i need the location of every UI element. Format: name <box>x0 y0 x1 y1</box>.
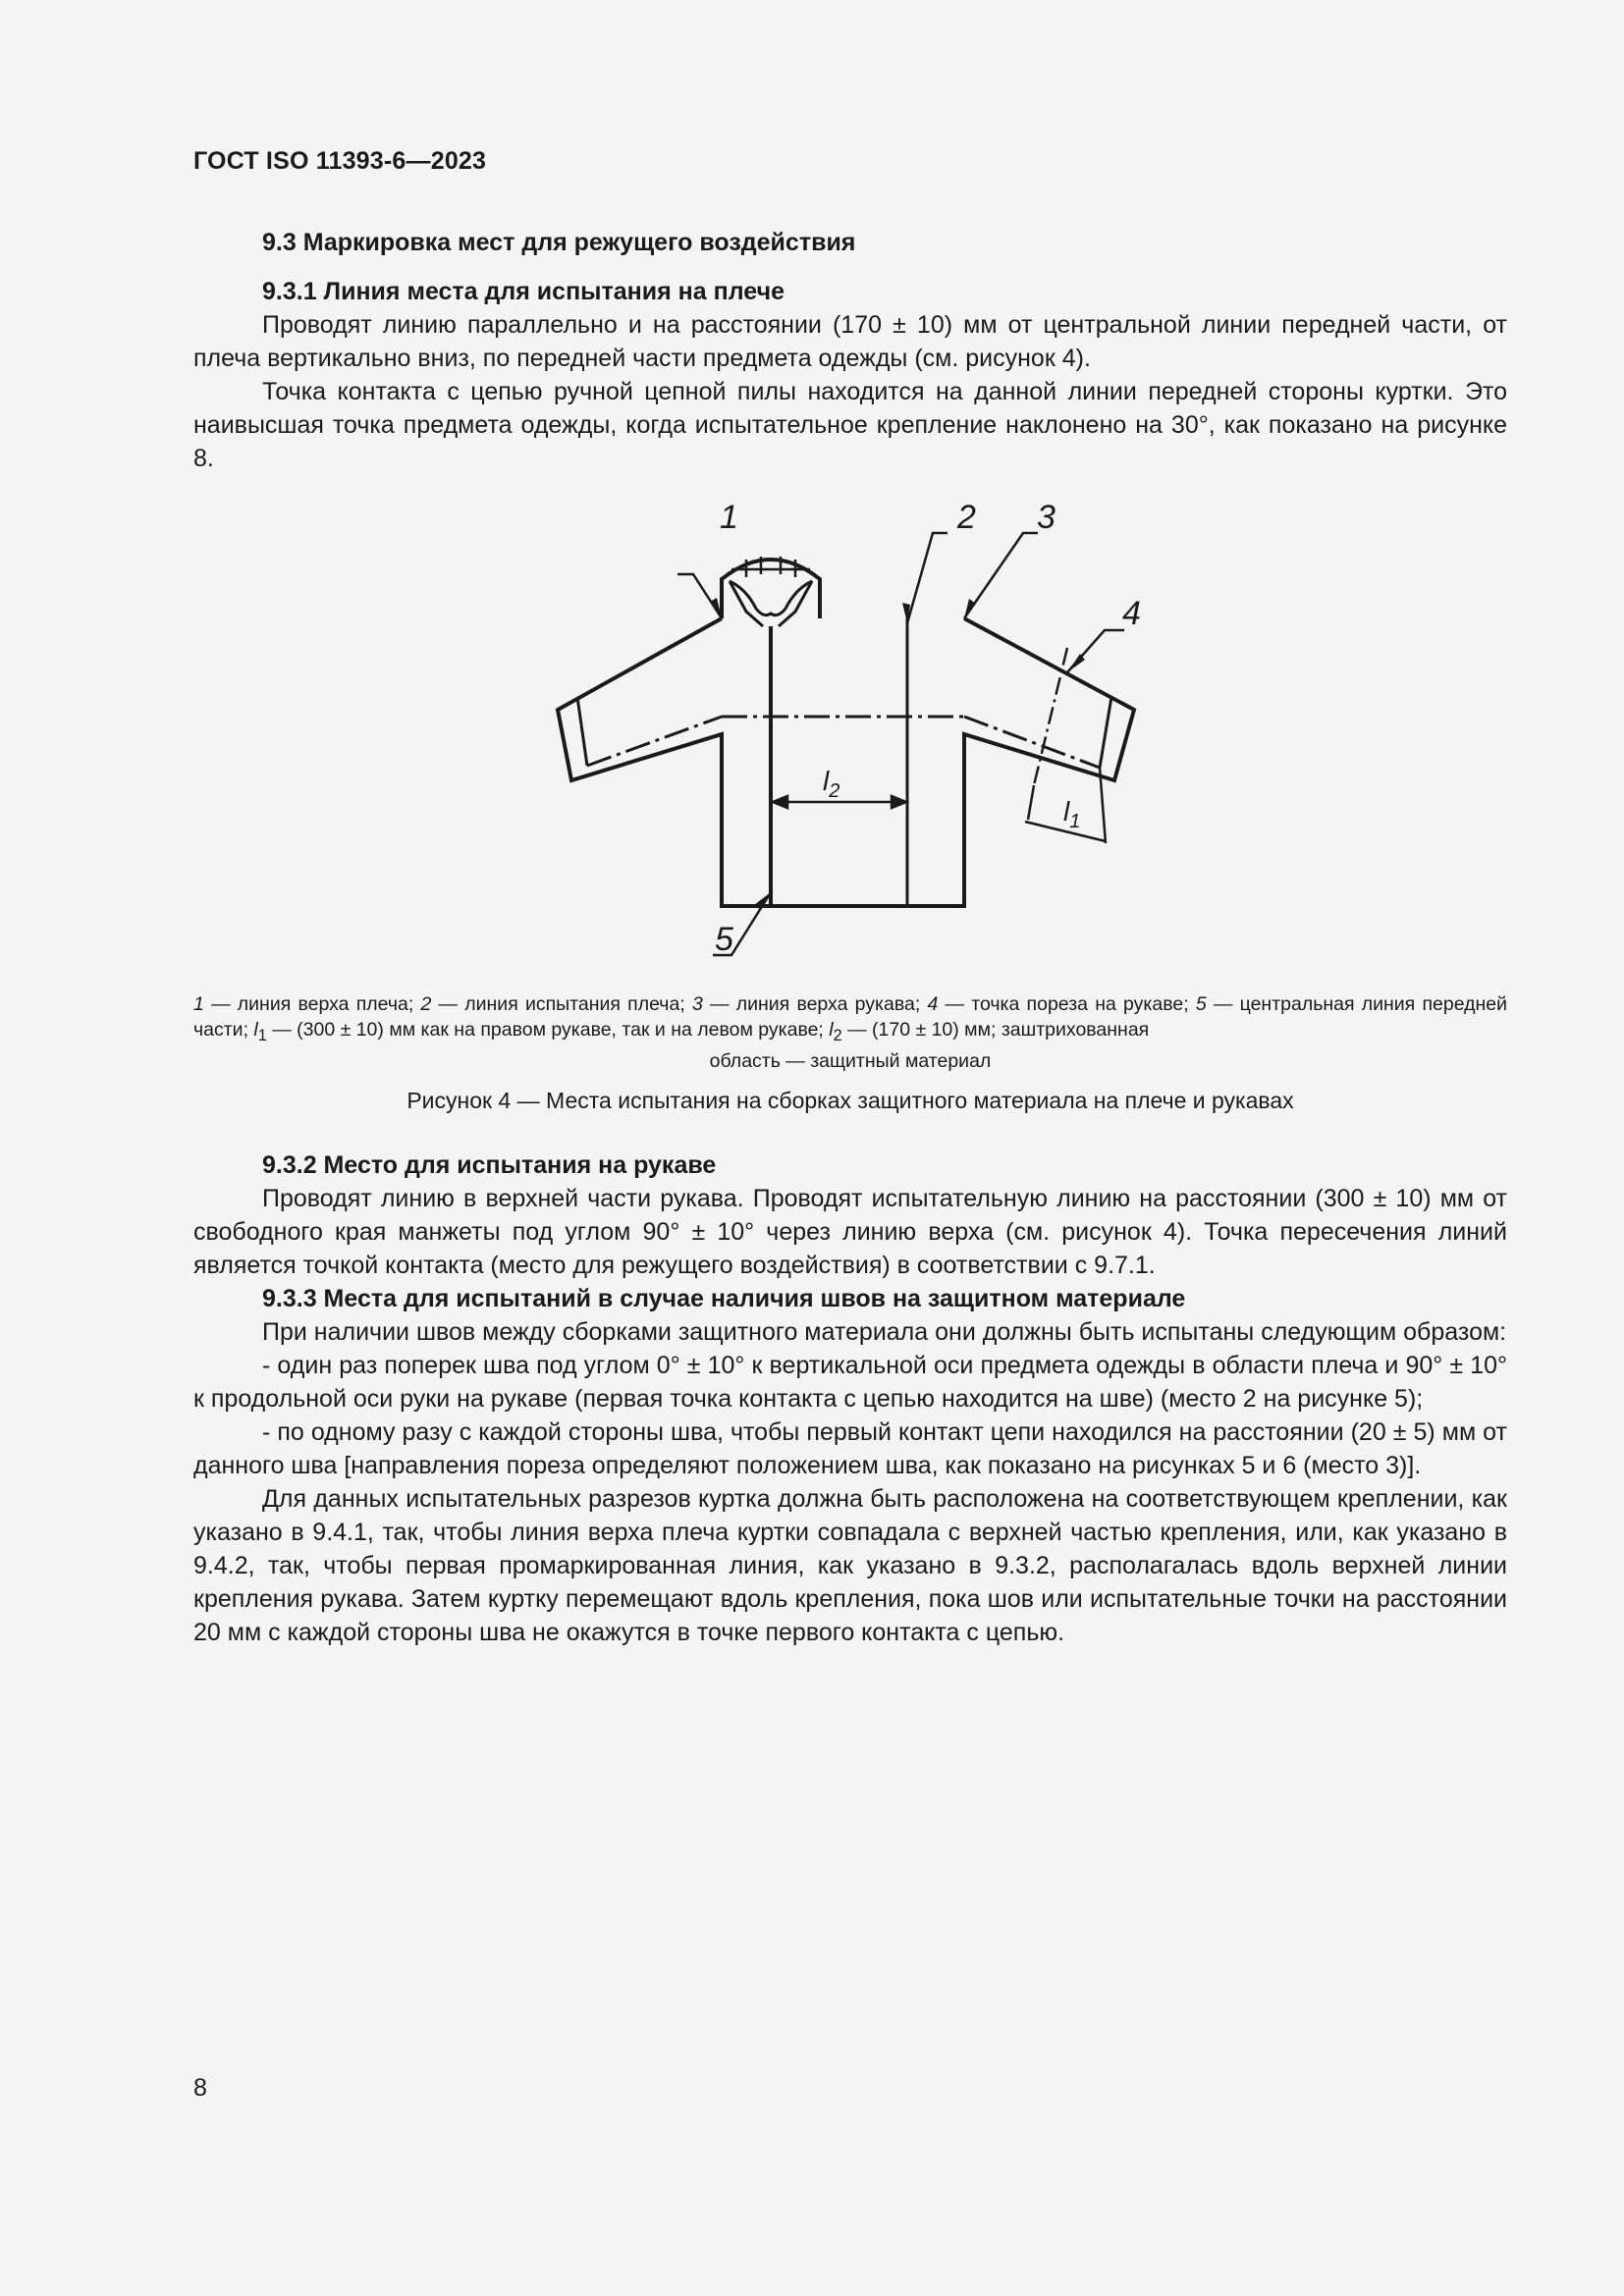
section-9-3-1-paragraph-2: Точка контакта с цепью ручной цепной пилы находится на данной линии передней стороны куртки. Это наивысшая точка предмета одежды, когда испытательное крепление наклонено на 30°, как показано на рисунке 8. <box>193 378 1507 472</box>
page-number: 8 <box>193 2074 207 2102</box>
section-9-3-3-paragraph-3: - по одному разу с каждой стороны шва, чтобы первый контакт цепи находился на расстоянии (20 ± 5) мм от данного шва [направления пореза определяют положением шва, как показано на рисунках 5 и 6 (место 3)]. <box>193 1418 1507 1479</box>
dim-l2-label: $l_2$ <box>823 766 840 802</box>
callout-4: 4 <box>1122 595 1141 632</box>
collar-lapel <box>730 581 812 615</box>
legend-text: 1 — линия верха плеча; 2 — линия испытания плеча; 3 — линия верха рукава; 4 — точка пореза на рукаве; 5 — центральная линия передней части; $l_1$ — (300 ± 10) мм как на правом рукаве, так и на левом рукаве; $l_2$ — (170 ± 10) мм; заштрихованная <box>193 993 1507 1044</box>
callout-2: 2 <box>957 499 976 536</box>
document-header: ГОСТ ISO 11393-6—2023 <box>193 147 487 175</box>
leader-1 <box>677 574 722 618</box>
section-9-3-2-3-block <box>193 1148 1507 1649</box>
figure-caption: Рисунок 4 — Места испытания на сборках защитного материала на плече и рукавах <box>406 1088 1294 1113</box>
legend-last-line: область — защитный материал <box>709 1049 992 1072</box>
section-9-3-3-title: 9.3.3 Места для испытаний в случае наличия швов на защитном материале <box>262 1285 1186 1312</box>
right-cuff-line <box>1100 697 1111 768</box>
callout-5: 5 <box>715 921 733 958</box>
callout-1: 1 <box>720 499 738 536</box>
section-9-3-1-paragraph-1: Проводят линию параллельно и на расстоянии (170 ± 10) мм от центральной линии передней части, от плеча вертикально вниз, по передней части предмета одежды (см. рисунок 4). <box>193 311 1507 372</box>
leader-2 <box>907 533 947 623</box>
section-9-3-2-paragraph: Проводят линию в верхней части рукава. Проводят испытательную линию на расстоянии (300 ± 10) мм от свободного края манжеты под углом 90° ± 10° через линию верха (см. рисунок 4). Точка пересечения линий является точкой контакта (место для режущего воздействия) в соответствии с 9.7.1. <box>193 1185 1507 1279</box>
section-9-3-3-paragraph-4: Для данных испытательных разрезов куртка должна быть расположена на соответствующем креплении, как указано в 9.4.1, так, чтобы линия верха плеча куртки совпадала с верхней частью крепления, или, как указано в 9.4.2, так, чтобы первая промаркированная линия, как указано в 9.3.2, располагалась вдоль верхней линии крепления рукава. Затем куртку перемещают вдоль крепления, пока шов или испытательные точки на расстоянии 20 мм с каждой стороны шва не окажутся в точке первого контакта с цепью. <box>193 1485 1507 1646</box>
jacket-diagram <box>550 496 1139 967</box>
section-9-3-block <box>193 226 1507 475</box>
dim-l1-label: $l_1$ <box>1063 796 1081 832</box>
section-9-3-3-paragraph-2: - один раз поперек шва под углом 0° ± 10° к вертикальной оси предмета одежды в области плеча и 90° ± 10° к продольной оси руки на рукаве (первая точка контакта с цепью находится на шве) (место 2 на рисунке 5); <box>193 1352 1507 1413</box>
section-9-3-title: 9.3 Маркировка мест для режущего воздействия <box>262 229 856 256</box>
leader-3 <box>964 533 1038 618</box>
jacket-outline <box>558 618 1134 906</box>
section-9-3-1-title: 9.3.1 Линия места для испытания на плече <box>262 278 785 305</box>
figure-4-jacket-drawing <box>550 496 1139 967</box>
figure-legend <box>193 991 1507 1074</box>
section-9-3-3-paragraph-1: При наличии швов между сборками защитного материала они должны быть испытаны следующим образом: <box>262 1318 1507 1346</box>
section-9-3-2-title: 9.3.2 Место для испытания на рукаве <box>262 1151 717 1179</box>
callout-3: 3 <box>1037 499 1056 536</box>
left-cuff-line <box>577 697 587 766</box>
